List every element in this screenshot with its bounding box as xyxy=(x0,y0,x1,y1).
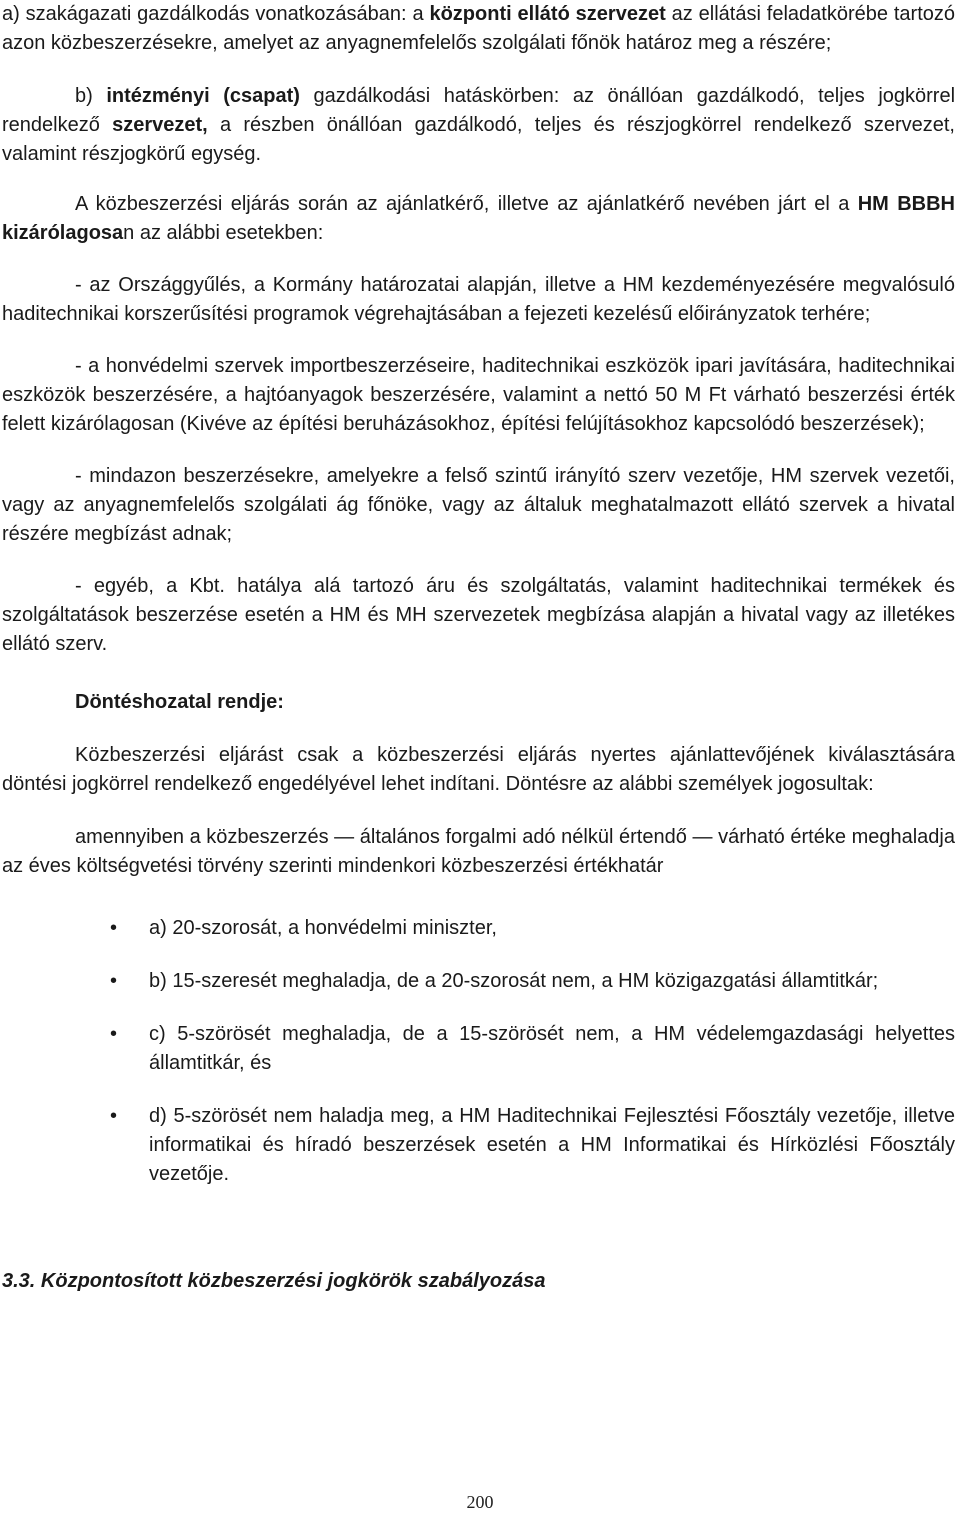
paragraph-institutional xyxy=(2,82,955,169)
text-run: a) szakágazati gazdálkodás vonatkozásában: a xyxy=(2,3,430,25)
list-item xyxy=(2,967,955,996)
bullet-icon: • xyxy=(110,1023,118,1045)
list-item xyxy=(2,1102,955,1189)
dash-item-other: - egyéb, a Kbt. hatálya alá tartozó áru és szolgáltatás, valamint haditechnikai termékek és szolgáltatások beszerzése esetén a HM és MH szervezetek megbízása alapján a hivatal vagy az illetékes ellátó szerv. xyxy=(2,575,955,655)
bold-term: központi ellátó szervezet xyxy=(429,3,666,25)
dash-item-parliament: - az Országgyűlés, a Kormány határozatai alapján, illetve a HM kezdeményezésére megvalósuló haditechnikai korszerűsítési programok végrehajtásában a fejezeti kezelésű előirányzatok terhére; xyxy=(2,274,955,325)
list-item-text: a) 20-szorosát, a honvédelmi miniszter, xyxy=(149,917,497,939)
paragraph-procurement-procedure xyxy=(2,190,955,248)
text-run: a részben önállóan gazdálkodó, teljes és részjogkörrel rendelkező szervezet, valamint részjogkörű egység. xyxy=(2,114,955,165)
text-run: az ellátási feladatkörébe tartozó azon közbeszerzésekre, amelyet az anyagnemfelelős szolgálati főnök határoz meg a részére; xyxy=(2,3,956,54)
section-title: 3.3. Központosított közbeszerzési jogkörök szabályozása xyxy=(2,1270,546,1292)
list-item-text: b) 15-szeresét meghaladja, de a 20-szorosát nem, a HM közigazgatási államtitkár; xyxy=(149,970,879,992)
page-number: 200 xyxy=(466,1492,494,1512)
list-item xyxy=(2,914,955,943)
paragraph-threshold: amennyiben a közbeszerzés — általános forgalmi adó nélkül értendő — várható értéke meghaladja az éves költségvetési törvény szerinti mindenkori közbeszerzési értékhatár xyxy=(2,826,955,877)
authority-list xyxy=(2,914,955,1189)
bold-term: HM BBBH kizárólagosa xyxy=(2,193,955,244)
bullet-icon: • xyxy=(110,970,118,992)
heading-decision-making: Döntéshozatal rendje: xyxy=(75,691,284,713)
dash-item-mandates: - mindazon beszerzésekre, amelyekre a felső szintű irányító szerv vezetője, HM szervek vezetői, vagy az anyagnemfelelős szolgálati ág főnöke, vagy az általuk meghatalmazott ellátó szervek a hivatal részére megbízást adnak; xyxy=(2,465,955,545)
text-run: A közbeszerzési eljárás során az ajánlatkérő, illetve az ajánlatkérő nevében járt el a xyxy=(75,193,858,215)
dash-item-defense-imports: - a honvédelmi szervek importbeszerzéseire, haditechnikai eszközök ipari javítására, haditechnikai eszközök beszerzésére, a hajtóanyagok beszerzésére, valamint a nettó 50 M Ft várható beszerzési érték felett kizárólagosan (Kivéve az építési beruházásokhoz, építési felújításokhoz kapcsolódó beszerzések); xyxy=(2,355,955,435)
bold-term: szervezet, xyxy=(112,114,208,136)
document-page xyxy=(2,0,955,1296)
list-item xyxy=(2,1020,955,1078)
bold-term: intézményi (csapat) xyxy=(106,85,300,107)
paragraph-central-supply xyxy=(2,0,955,58)
text-run: b) xyxy=(75,85,107,107)
text-run: gazdálkodási hatáskörben: az önállóan gazdálkodó, teljes jogkörrel rendelkező xyxy=(2,85,956,136)
paragraph-decision-rules: Közbeszerzési eljárást csak a közbeszerzési eljárás nyertes ajánlattevőjének kiválasztására döntési jogkörrel rendelkező engedélyével lehet indítani. Döntésre az alábbi személyek jogosultak: xyxy=(2,744,955,795)
list-item-text: d) 5-szörösét nem haladja meg, a HM Haditechnikai Fejlesztési Főosztály vezetője, illetve informatikai és híradó beszerzések esetén a HM Informatikai és Hírközlési Főosztály vezetője. xyxy=(149,1105,955,1185)
bullet-icon: • xyxy=(110,1105,118,1127)
text-run: n az alábbi esetekben: xyxy=(123,222,324,244)
bullet-icon: • xyxy=(110,917,118,939)
list-item-text: c) 5-szörösét meghaladja, de a 15-szörösét nem, a HM védelemgazdasági helyettes államtitkár, és xyxy=(149,1023,955,1074)
